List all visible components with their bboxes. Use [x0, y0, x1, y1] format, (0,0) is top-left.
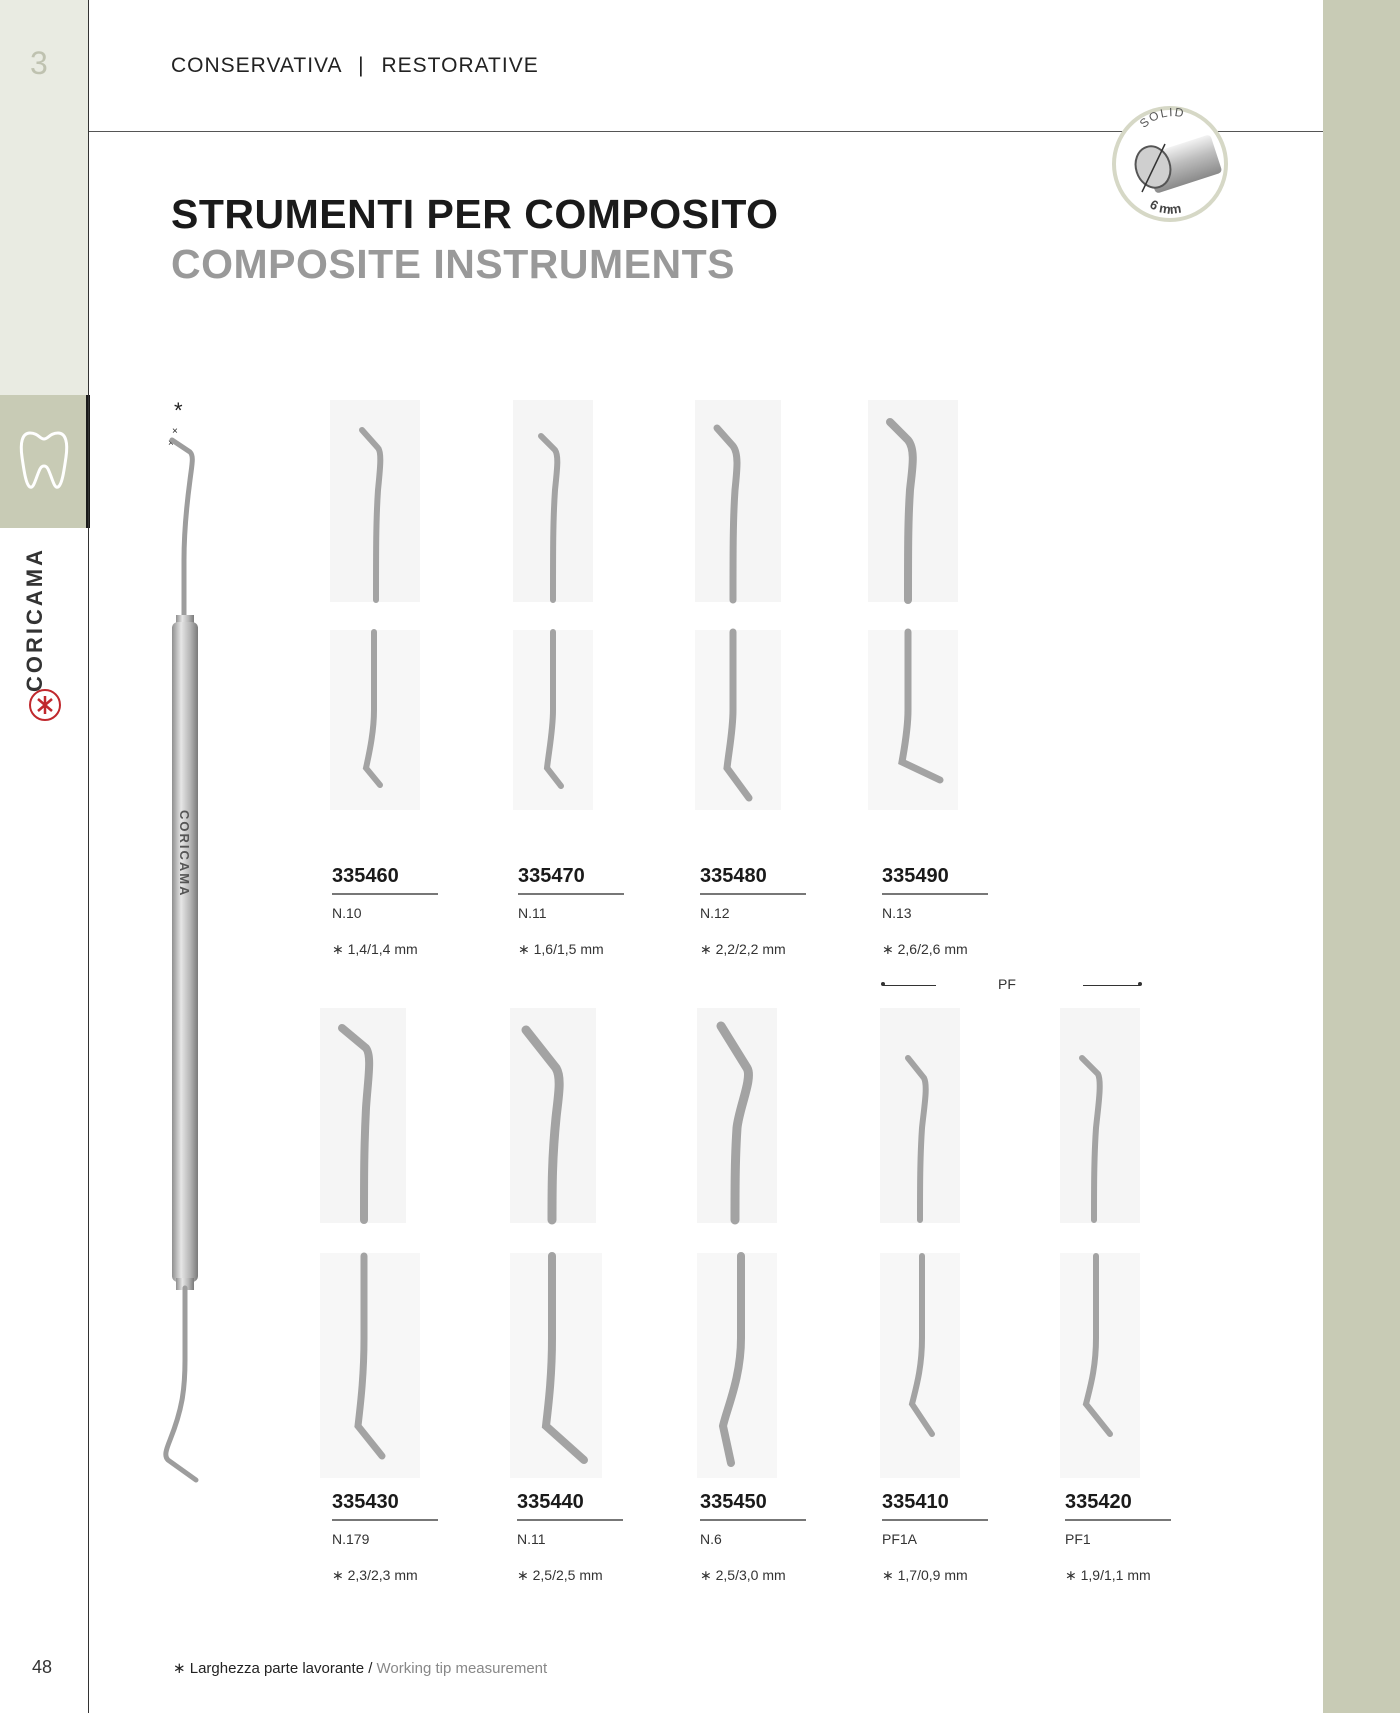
title-italian: STRUMENTI PER COMPOSITO: [171, 191, 779, 237]
margin-divider: [88, 0, 89, 1713]
product-code: 335440: [517, 1491, 623, 1521]
instrument-image-335450: [697, 1008, 797, 1478]
footnote: [173, 1659, 547, 1677]
product-335420: [1065, 1491, 1205, 1584]
product-335490: [882, 865, 1022, 958]
product-code: 335470: [518, 865, 624, 895]
product-335450: [700, 1491, 840, 1584]
page-number: 48: [32, 1657, 53, 1677]
instrument-image-335480: [695, 400, 785, 810]
svg-text:×: ×: [168, 438, 174, 449]
svg-text:×: ×: [172, 426, 178, 437]
solid-handle-badge: [1110, 104, 1230, 224]
product-code: 335450: [700, 1491, 806, 1521]
product-tip-size: ∗ 2,3/2,3 mm: [332, 1567, 418, 1583]
product-code: 335430: [332, 1491, 438, 1521]
product-tip-size: ∗ 1,9/1,1 mm: [1065, 1567, 1151, 1583]
product-model: N.6: [700, 1531, 722, 1547]
product-335410: [882, 1491, 1022, 1584]
product-model: N.11: [517, 1531, 546, 1547]
instrument-image-335410: [880, 1008, 970, 1478]
pf-bracket-dot-right: [1138, 982, 1142, 986]
section-separator: |: [358, 54, 365, 77]
chapter-number: 3: [30, 45, 48, 81]
brand-logo-icon: [28, 688, 62, 722]
pf-bracket-right: [1083, 985, 1140, 986]
right-margin-band: [1323, 0, 1400, 1713]
reference-instrument-image: [150, 400, 230, 1490]
product-335440: [517, 1491, 657, 1584]
product-tip-size: ∗ 1,6/1,5 mm: [518, 941, 604, 957]
product-tip-size: ∗ 2,5/3,0 mm: [700, 1567, 786, 1583]
product-model: PF1: [1065, 1531, 1091, 1547]
instrument-image-335430: [320, 1008, 420, 1478]
product-model: PF1A: [882, 1531, 918, 1547]
product-code: 335420: [1065, 1491, 1171, 1521]
pf-bracket-left: [883, 985, 936, 986]
section-en: RESTORATIVE: [381, 54, 539, 77]
product-model: N.12: [700, 905, 730, 921]
instrument-image-335440: [510, 1008, 610, 1478]
title-english: COMPOSITE INSTRUMENTS: [171, 241, 736, 287]
product-code: 335480: [700, 865, 806, 895]
pf-group-label: PF: [998, 976, 1016, 992]
instrument-image-335420: [1060, 1008, 1150, 1478]
section-it: CONSERVATIVA: [171, 54, 342, 77]
svg-text:CORICAMA: CORICAMA: [177, 810, 192, 898]
product-code: 335460: [332, 865, 438, 895]
footnote-symbol: ∗: [173, 1660, 186, 1677]
product-tip-size: ∗ 2,5/2,5 mm: [517, 1567, 603, 1583]
product-335460: [332, 865, 472, 958]
tooth-section-tab: [0, 395, 88, 528]
tooth-icon: [0, 395, 88, 528]
instrument-image-335460: [330, 400, 420, 810]
product-tip-size: ∗ 1,4/1,4 mm: [332, 941, 418, 957]
footnote-text-en: Working tip measurement: [376, 1660, 548, 1677]
product-code: 335410: [882, 1491, 988, 1521]
svg-text:*: *: [174, 400, 183, 423]
product-model: N.11: [518, 905, 547, 921]
product-tip-size: ∗ 1,7/0,9 mm: [882, 1567, 968, 1583]
product-model: N.179: [332, 1531, 370, 1547]
product-335470: [518, 865, 658, 958]
product-model: N.10: [332, 905, 362, 921]
product-tip-size: ∗ 2,6/2,6 mm: [882, 941, 968, 957]
footnote-text-it: Larghezza parte lavorante: [189, 1660, 365, 1677]
footnote-slash: /: [368, 1660, 373, 1677]
badge-diameter: 6 mm: [1147, 196, 1183, 217]
instrument-image-335490: [868, 400, 958, 810]
brand-wordmark: CORICAMA: [22, 547, 47, 692]
product-model: N.13: [882, 905, 912, 921]
instrument-image-335470: [513, 400, 603, 810]
product-tip-size: ∗ 2,2/2,2 mm: [700, 941, 786, 957]
product-code: 335490: [882, 865, 988, 895]
badge-solid-label: SOLID: [1136, 104, 1186, 131]
section-header: [171, 54, 539, 78]
product-335430: [332, 1491, 472, 1584]
product-335480: [700, 865, 840, 958]
